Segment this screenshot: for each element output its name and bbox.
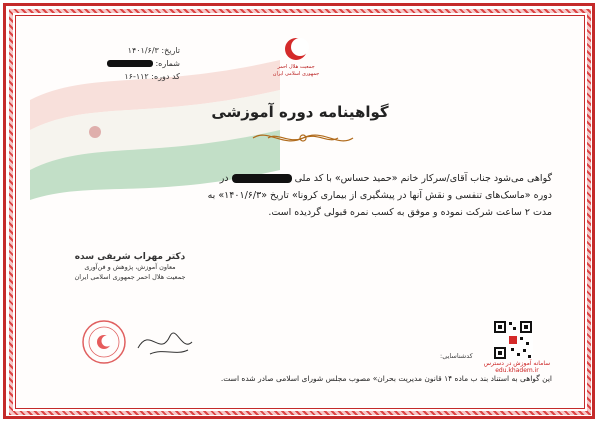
number-label: شماره: (155, 59, 180, 68)
certificate-meta (40, 44, 180, 83)
red-crescent-icon (281, 34, 311, 64)
redacted-national-id (232, 174, 292, 183)
emblem-line1: جمعیت هلال احمر (277, 64, 315, 70)
date-row (40, 44, 180, 57)
course-code-label: کد دوره: (151, 72, 180, 81)
brand-url[interactable]: edu.khadem.ir (495, 367, 539, 374)
signatory-block (40, 252, 220, 282)
body-line3: مدت ۲ ساعت شرکت نموده و موفق به کسب نمره قبولی گردیده است. (268, 207, 552, 218)
official-stamp (80, 318, 128, 366)
redacted-number (107, 60, 153, 67)
body-line2: دوره «ماسک‌های تنفسی و نقش آنها در پیشگیری از بیماری کرونا» تاریخ «۱۴۰۱/۶/۳» به (207, 190, 552, 201)
body-line1 (40, 170, 552, 187)
course-code-value: ۱۶-۱۱۲ (124, 72, 149, 81)
body-line1-prefix: گواهی می‌شود جناب آقای/سرکار خانم «حمید حساس» با کد ملی (294, 173, 552, 184)
certificate-body (40, 170, 552, 221)
date-label: تاریخ: (161, 46, 180, 55)
date-value: ۱۴۰۱/۶/۳ (127, 46, 159, 55)
ornament-divider (248, 126, 358, 150)
legal-footer: این گواهی به استناد بند ب ماده ۱۴ قانون مدیریت بحران» مصوب مجلس شورای اسلامی صادر شده است. (220, 374, 552, 383)
brand-block (482, 360, 552, 374)
emblem-line2: جمهوری اسلامی ایران (272, 71, 320, 77)
tracking-label: کدشناسایی: (440, 352, 473, 360)
qr-code (493, 320, 533, 360)
course-code-row (40, 70, 180, 83)
signatory-role2: جمعیت هلال احمر جمهوری اسلامی ایران (74, 273, 186, 281)
red-crescent-emblem (265, 34, 327, 106)
handwritten-signature (130, 318, 200, 366)
certificate-title: گواهینامه دوره آموزشی (211, 103, 389, 121)
number-row (40, 57, 180, 70)
signatory-name: دکتر مهراب شریفی سده (74, 252, 186, 262)
body-line1-suffix: در (219, 173, 229, 184)
signatory-role1: معاون آموزش، پژوهش و فن‌آوری (84, 263, 176, 271)
brand-line1: سامانه آموزش در دسترس (483, 360, 551, 367)
